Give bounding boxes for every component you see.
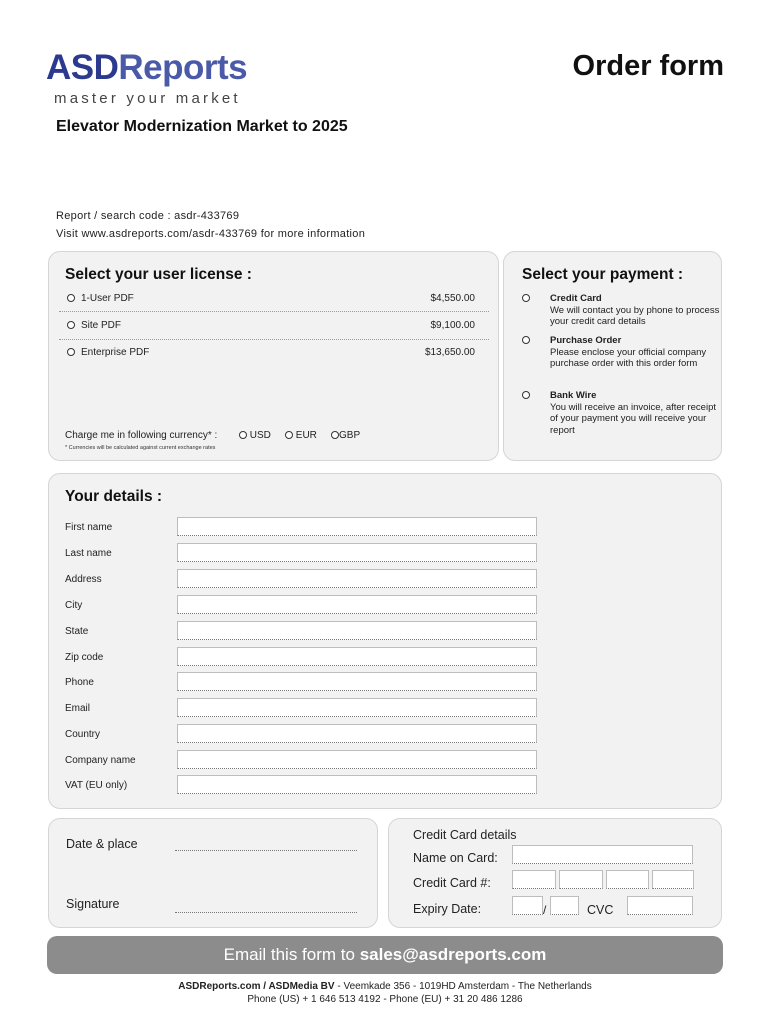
radio-gbp-icon[interactable] bbox=[331, 431, 339, 439]
expiry-month-field[interactable] bbox=[512, 896, 543, 915]
signature-field[interactable] bbox=[175, 912, 357, 913]
footer-company: ASDReports.com / ASDMedia BV bbox=[178, 981, 335, 992]
last-name-label: Last name bbox=[65, 548, 112, 559]
date-place-label: Date & place bbox=[66, 837, 138, 851]
asdreports-logo bbox=[46, 50, 247, 85]
currency-usd[interactable] bbox=[239, 430, 271, 441]
currency-gbp-label: GBP bbox=[339, 430, 361, 441]
report-code: Report / search code : asdr-433769 bbox=[56, 210, 240, 222]
vat-field[interactable] bbox=[177, 775, 537, 794]
license-divider bbox=[59, 311, 489, 312]
cvc-field[interactable] bbox=[627, 896, 693, 915]
currency-eur-label: EUR bbox=[295, 430, 317, 441]
email-prefix: Email this form to bbox=[223, 945, 360, 964]
license-label: Enterprise PDF bbox=[81, 347, 150, 358]
details-panel bbox=[48, 473, 722, 809]
logo-tagline: master your market bbox=[54, 90, 241, 107]
city-label: City bbox=[65, 600, 83, 611]
state-field[interactable] bbox=[177, 621, 537, 640]
payment-desc: You will receive an invoice, after receipt of your payment you will receive your report bbox=[550, 401, 716, 436]
card-number-field-1[interactable] bbox=[512, 870, 556, 889]
payment-desc: Please enclose your official company purchase order with this order form bbox=[550, 346, 707, 370]
radio-enterprise-icon[interactable] bbox=[67, 348, 75, 356]
license-price: $9,100.00 bbox=[430, 320, 475, 331]
footer-address: - Veemkade 356 - 1019HD Amsterdam - The Netherlands bbox=[334, 981, 592, 992]
first-name-label: First name bbox=[65, 522, 113, 533]
address-field[interactable] bbox=[177, 569, 537, 588]
currency-label: Charge me in following currency* : bbox=[65, 430, 218, 441]
radio-usd-icon[interactable] bbox=[239, 431, 247, 439]
currency-eur[interactable] bbox=[285, 430, 317, 441]
footer-phones: Phone (US) + 1 646 513 4192 - Phone (EU) + 31 20 486 1286 bbox=[247, 994, 523, 1005]
logo-asd: ASD bbox=[46, 48, 119, 87]
radio-1-user-icon[interactable] bbox=[67, 294, 75, 302]
radio-credit-card-icon[interactable] bbox=[522, 294, 530, 302]
expiry-year-field[interactable] bbox=[550, 896, 579, 915]
currency-usd-label: USD bbox=[249, 430, 271, 441]
license-label: 1-User PDF bbox=[81, 293, 134, 304]
email-field[interactable] bbox=[177, 698, 537, 717]
first-name-field[interactable] bbox=[177, 517, 537, 536]
expiry-date-label: Expiry Date: bbox=[413, 902, 482, 916]
currency-note: * Currencies will be calculated against current exchange rates bbox=[65, 445, 216, 451]
license-price: $13,650.00 bbox=[424, 347, 475, 358]
name-on-card-label: Name on Card: bbox=[413, 851, 498, 865]
payment-title: Credit Card bbox=[550, 293, 602, 304]
last-name-field[interactable] bbox=[177, 543, 537, 562]
license-divider bbox=[59, 339, 489, 340]
signature-panel bbox=[48, 818, 378, 928]
phone-field[interactable] bbox=[177, 672, 537, 691]
email-label: Email bbox=[65, 703, 91, 714]
card-number-field-2[interactable] bbox=[559, 870, 603, 889]
card-number-label: Credit Card #: bbox=[413, 876, 491, 890]
signature-label: Signature bbox=[66, 897, 120, 911]
email-address-link[interactable]: sales@asdreports.com bbox=[359, 945, 547, 964]
license-price: $4,550.00 bbox=[430, 293, 475, 304]
country-field[interactable] bbox=[177, 724, 537, 743]
address-label: Address bbox=[65, 574, 102, 585]
visit-line: Visit www.asdreports.com/asdr-433769 for more information bbox=[56, 228, 366, 240]
card-number-field-3[interactable] bbox=[606, 870, 649, 889]
name-on-card-field[interactable] bbox=[512, 845, 693, 864]
phone-label: Phone bbox=[65, 677, 94, 688]
report-title: Elevator Modernization Market to 2025 bbox=[56, 118, 348, 135]
payment-desc: We will contact you by phone to process your credit card details bbox=[550, 304, 720, 328]
date-place-field[interactable] bbox=[175, 850, 357, 851]
license-panel bbox=[48, 251, 499, 461]
license-option-enterprise[interactable] bbox=[67, 347, 487, 358]
payment-heading: Select your payment : bbox=[522, 266, 684, 283]
license-heading: Select your user license : bbox=[65, 266, 252, 283]
credit-card-panel bbox=[388, 818, 722, 928]
footer-address-line bbox=[0, 981, 770, 992]
company-name-field[interactable] bbox=[177, 750, 537, 769]
company-name-label: Company name bbox=[65, 755, 136, 766]
payment-title: Bank Wire bbox=[550, 390, 597, 401]
radio-bank-wire-icon[interactable] bbox=[522, 391, 530, 399]
zip-code-label: Zip code bbox=[65, 652, 104, 663]
radio-purchase-order-icon[interactable] bbox=[522, 336, 530, 344]
zip-code-field[interactable] bbox=[177, 647, 537, 666]
payment-panel bbox=[503, 251, 722, 461]
license-label: Site PDF bbox=[81, 320, 122, 331]
state-label: State bbox=[65, 626, 89, 637]
details-heading: Your details : bbox=[65, 488, 163, 505]
payment-title: Purchase Order bbox=[550, 335, 622, 346]
credit-card-details-title: Credit Card details bbox=[413, 828, 517, 842]
logo-reports: Reports bbox=[118, 48, 248, 87]
email-banner bbox=[47, 936, 723, 974]
city-field[interactable] bbox=[177, 595, 537, 614]
vat-label: VAT (EU only) bbox=[65, 780, 128, 791]
expiry-separator: / bbox=[543, 903, 547, 917]
radio-site-icon[interactable] bbox=[67, 321, 75, 329]
currency-gbp[interactable] bbox=[331, 430, 360, 441]
cvc-label: CVC bbox=[587, 903, 614, 917]
license-option-site[interactable] bbox=[67, 320, 487, 331]
card-number-field-4[interactable] bbox=[652, 870, 694, 889]
country-label: Country bbox=[65, 729, 101, 740]
order-form-title: Order form bbox=[572, 50, 724, 82]
radio-eur-icon[interactable] bbox=[285, 431, 293, 439]
license-option-1-user[interactable] bbox=[67, 293, 487, 304]
